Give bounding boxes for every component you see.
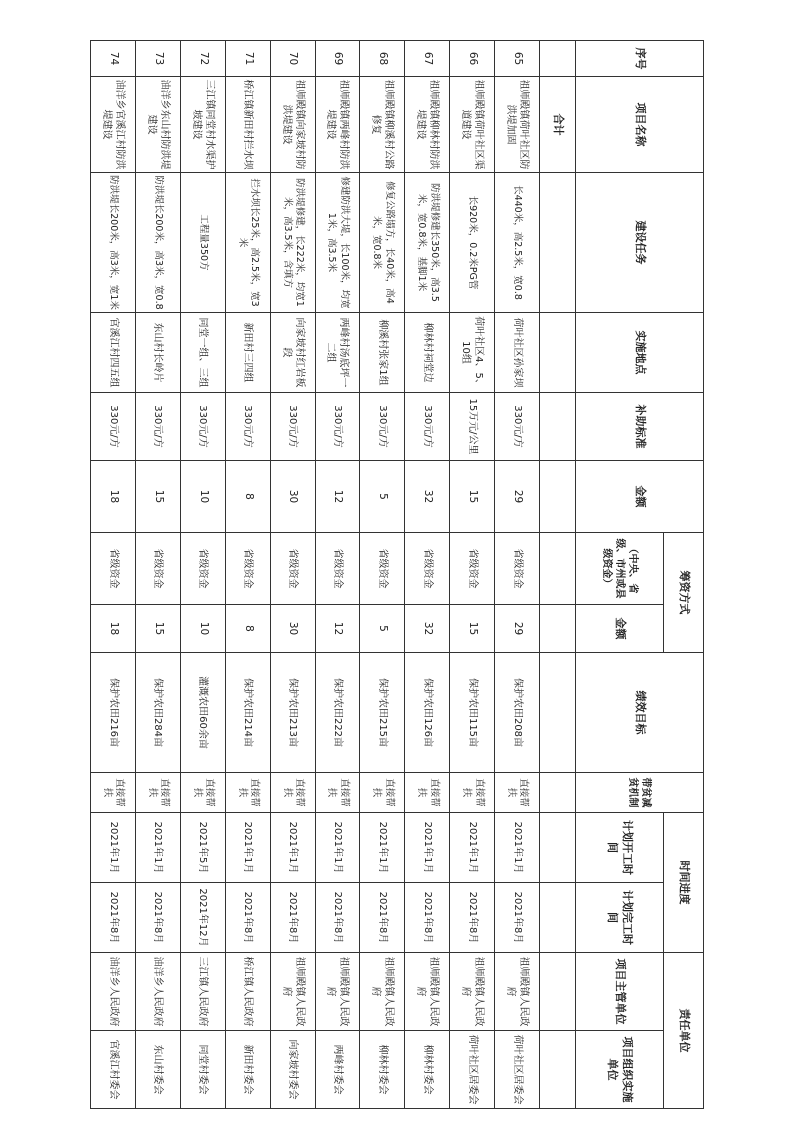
header-dept: 项目主管单位 — [576, 953, 664, 1031]
cell-dept: 油洋乡人民政府 — [135, 953, 180, 1031]
cell-mechanism: 直接帮扶 — [405, 773, 450, 813]
cell-amount: 30 — [270, 461, 315, 533]
cell-fund: 8 — [225, 605, 270, 653]
cell-subsidy: 330元/方 — [495, 393, 540, 461]
cell-start: 2021年1月 — [405, 813, 450, 883]
cell-goal: 保护农田115亩 — [450, 653, 495, 773]
cell-mechanism: 直接帮扶 — [180, 773, 225, 813]
cell-location: 东山村长岭片 — [135, 313, 180, 393]
cell-goal: 保护农田214亩 — [225, 653, 270, 773]
cell-source: 省级资金 — [450, 533, 495, 605]
cell-impl: 向家坡村委会 — [270, 1031, 315, 1109]
cell-seq: 71 — [225, 41, 270, 77]
cell-dept: 祖师殿镇人民政府 — [270, 953, 315, 1031]
cell-location: 向家坡村红岩板段 — [270, 313, 315, 393]
cell-name: 三江镇同堂村水渠护坡建设 — [180, 77, 225, 173]
header-subsidy: 补助标准 — [576, 393, 704, 461]
cell-impl: 东山村委会 — [135, 1031, 180, 1109]
cell-start: 2021年1月 — [270, 813, 315, 883]
cell-mechanism: 直接帮扶 — [495, 773, 540, 813]
cell-task: 拦水坝长25米，高2.5米，宽3米 — [225, 173, 270, 313]
cell-task: 防洪堤修建长350米，高3.5米，宽0.8米，基脚1米 — [405, 173, 450, 313]
cell-fund: 18 — [91, 605, 136, 653]
cell-start: 2021年1月 — [225, 813, 270, 883]
cell-dept: 三江镇人民政府 — [180, 953, 225, 1031]
cell-end: 2021年8月 — [405, 883, 450, 953]
cell-task: 防洪堤长200米，高3米，宽1米 — [91, 173, 136, 313]
cell-seq: 73 — [135, 41, 180, 77]
cell-amount: 18 — [91, 461, 136, 533]
cell-goal: 保护农田215亩 — [360, 653, 405, 773]
cell-fund: 15 — [450, 605, 495, 653]
cell-end: 2021年8月 — [225, 883, 270, 953]
cell-impl: 同堂村委会 — [180, 1031, 225, 1109]
cell-start: 2021年1月 — [91, 813, 136, 883]
cell-task: 修建防洪大堤，长100米，均宽1米，高3.5米 — [315, 173, 360, 313]
cell-subsidy: 330元/方 — [91, 393, 136, 461]
cell-start: 2021年1月 — [360, 813, 405, 883]
cell-location: 荷叶社区孙家坝 — [495, 313, 540, 393]
header-responsibility-group: 责任单位 — [664, 953, 704, 1109]
cell-source: 省级资金 — [315, 533, 360, 605]
cell-source: 省级资金 — [135, 533, 180, 605]
header-end: 计划完工时间 — [576, 883, 664, 953]
cell-amount: 15 — [450, 461, 495, 533]
header-location: 实施地点 — [576, 313, 704, 393]
cell-subsidy: 330元/方 — [225, 393, 270, 461]
cell-task: 工程量350方 — [180, 173, 225, 313]
cell-task: 修复公路塌方，长40米，高4米，宽0.8米 — [360, 173, 405, 313]
cell-seq: 68 — [360, 41, 405, 77]
cell-source: 省级资金 — [360, 533, 405, 605]
cell-mechanism: 直接帮扶 — [450, 773, 495, 813]
cell-task: 防洪堤长200米，高3米，宽0.8 — [135, 173, 180, 313]
cell-start: 2021年1月 — [315, 813, 360, 883]
cell-location: 同堂一组、三组 — [180, 313, 225, 393]
header-name: 项目名称 — [576, 77, 704, 173]
cell-location: 柳林村祠堂边 — [405, 313, 450, 393]
cell-name: 祖师殿镇柳溪村公路修复 — [360, 77, 405, 173]
header-schedule-group: 时间进度 — [664, 813, 704, 953]
cell-start: 2021年5月 — [180, 813, 225, 883]
table-row — [405, 41, 450, 1109]
cell-name: 祖师殿镇两峰村防洪堤建设 — [315, 77, 360, 173]
cell-goal: 保护农田126亩 — [405, 653, 450, 773]
cell-seq: 66 — [450, 41, 495, 77]
cell-end: 2021年12月 — [180, 883, 225, 953]
cell-dept: 桥江镇人民政府 — [225, 953, 270, 1031]
cell-goal: 保护农田216亩 — [91, 653, 136, 773]
cell-location: 官溪江村四五组 — [91, 313, 136, 393]
header-impl: 项目组织实施单位 — [576, 1031, 664, 1109]
cell-dept: 油洋乡人民政府 — [91, 953, 136, 1031]
total-label: 合计 — [540, 77, 576, 173]
cell-source: 省级资金 — [495, 533, 540, 605]
cell-amount: 10 — [180, 461, 225, 533]
header-goal: 绩效目标 — [576, 653, 704, 773]
cell-mechanism: 直接帮扶 — [91, 773, 136, 813]
cell-source: 省级资金 — [180, 533, 225, 605]
cell-impl: 新田村委会 — [225, 1031, 270, 1109]
cell-location: 柳溪村张家1组 — [360, 313, 405, 393]
cell-dept: 祖师殿镇人民政府 — [495, 953, 540, 1031]
cell-task: 防洪堤修建，长222米，均宽1米，高3.5米，含填方 — [270, 173, 315, 313]
cell-amount: 12 — [315, 461, 360, 533]
cell-amount: 8 — [225, 461, 270, 533]
cell-seq: 74 — [91, 41, 136, 77]
cell-name: 祖师殿镇荷叶社区渠道建设 — [450, 77, 495, 173]
cell-seq: 67 — [405, 41, 450, 77]
cell-mechanism: 直接帮扶 — [360, 773, 405, 813]
cell-dept: 祖师殿镇人民政府 — [450, 953, 495, 1031]
header-amount: 金额 — [576, 461, 704, 533]
cell-fund: 15 — [135, 605, 180, 653]
header-task: 建设任务 — [576, 173, 704, 313]
cell-amount: 29 — [495, 461, 540, 533]
cell-goal: 保护农田213亩 — [270, 653, 315, 773]
cell-seq: 69 — [315, 41, 360, 77]
cell-mechanism: 直接帮扶 — [270, 773, 315, 813]
cell-dept: 祖师殿镇人民政府 — [405, 953, 450, 1031]
cell-mechanism: 直接帮扶 — [315, 773, 360, 813]
header-mechanism: 带贫减贫机制 — [576, 773, 704, 813]
cell-source: 省级资金 — [405, 533, 450, 605]
cell-name: 油洋乡东山村防洪堤建设 — [135, 77, 180, 173]
cell-subsidy: 330元/方 — [180, 393, 225, 461]
cell-name: 祖师殿镇柳林村防洪堤建设 — [405, 77, 450, 173]
cell-subsidy: 330元/方 — [405, 393, 450, 461]
cell-impl: 柳林村委会 — [405, 1031, 450, 1109]
cell-task: 长440米，高2.5米，宽0.8 — [495, 173, 540, 313]
cell-fund: 30 — [270, 605, 315, 653]
cell-fund: 29 — [495, 605, 540, 653]
cell-source: 省级资金 — [270, 533, 315, 605]
cell-name: 祖师殿镇向家坡村防洪堤建设 — [270, 77, 315, 173]
cell-goal: 灌溉农田60余亩 — [180, 653, 225, 773]
cell-start: 2021年1月 — [135, 813, 180, 883]
cell-impl: 两峰村委会 — [315, 1031, 360, 1109]
cell-source: 省级资金 — [91, 533, 136, 605]
cell-end: 2021年8月 — [450, 883, 495, 953]
cell-seq: 72 — [180, 41, 225, 77]
cell-seq: 70 — [270, 41, 315, 77]
cell-end: 2021年8月 — [270, 883, 315, 953]
cell-amount: 32 — [405, 461, 450, 533]
cell-start: 2021年1月 — [450, 813, 495, 883]
cell-fund: 10 — [180, 605, 225, 653]
cell-subsidy: 330元/方 — [360, 393, 405, 461]
header-funding-source: （中央、省级、市州或县级资金） — [576, 533, 664, 605]
cell-subsidy: 15万元/公里 — [450, 393, 495, 461]
project-table — [90, 40, 704, 1109]
cell-name: 桥江镇新田村拦水坝 — [225, 77, 270, 173]
table-row — [450, 41, 495, 1109]
cell-location: 新田村三四组 — [225, 313, 270, 393]
header-start: 计划开工时间 — [576, 813, 664, 883]
table-row — [180, 41, 225, 1109]
cell-seq: 65 — [495, 41, 540, 77]
cell-name: 祖师殿镇荷叶社区防洪堤加固 — [495, 77, 540, 173]
header-funding-amount: 金额 — [576, 605, 664, 653]
cell-fund: 12 — [315, 605, 360, 653]
table-row — [225, 41, 270, 1109]
cell-fund: 32 — [405, 605, 450, 653]
total-seq-cell — [540, 41, 576, 77]
cell-mechanism: 直接帮扶 — [135, 773, 180, 813]
cell-goal: 保护农田222亩 — [315, 653, 360, 773]
cell-dept: 祖师殿镇人民政府 — [315, 953, 360, 1031]
cell-subsidy: 330元/方 — [315, 393, 360, 461]
cell-dept: 祖师殿镇人民政府 — [360, 953, 405, 1031]
header-funding-group: 筹资方式 — [664, 533, 704, 653]
cell-source: 省级资金 — [225, 533, 270, 605]
cell-impl: 柳林村委会 — [360, 1031, 405, 1109]
cell-task: 长920米，0.2米PG管 — [450, 173, 495, 313]
table-row — [315, 41, 360, 1109]
cell-end: 2021年8月 — [495, 883, 540, 953]
table-row — [91, 41, 136, 1109]
cell-location: 两峰村汤底坪一二组 — [315, 313, 360, 393]
table-row — [135, 41, 180, 1109]
total-row — [540, 41, 576, 1109]
header-seq: 序号 — [576, 41, 704, 77]
table-row — [360, 41, 405, 1109]
cell-impl: 官溪江村委会 — [91, 1031, 136, 1109]
cell-goal: 保护农田208亩 — [495, 653, 540, 773]
cell-end: 2021年8月 — [360, 883, 405, 953]
table-row — [495, 41, 540, 1109]
cell-subsidy: 330元/方 — [135, 393, 180, 461]
cell-amount: 15 — [135, 461, 180, 533]
cell-impl: 荷叶社区居委会 — [450, 1031, 495, 1109]
cell-end: 2021年8月 — [315, 883, 360, 953]
rotated-table-page — [91, 40, 704, 1108]
table-body — [91, 41, 576, 1109]
cell-location: 荷叶社区4、5、10组 — [450, 313, 495, 393]
cell-start: 2021年1月 — [495, 813, 540, 883]
cell-impl: 荷叶社区居委会 — [495, 1031, 540, 1109]
cell-name: 油洋乡官溪江村防洪堤建设 — [91, 77, 136, 173]
cell-goal: 保护农田284亩 — [135, 653, 180, 773]
cell-mechanism: 直接帮扶 — [225, 773, 270, 813]
cell-end: 2021年8月 — [135, 883, 180, 953]
cell-end: 2021年8月 — [91, 883, 136, 953]
table-row — [270, 41, 315, 1109]
cell-amount: 5 — [360, 461, 405, 533]
cell-subsidy: 330元/方 — [270, 393, 315, 461]
cell-fund: 5 — [360, 605, 405, 653]
